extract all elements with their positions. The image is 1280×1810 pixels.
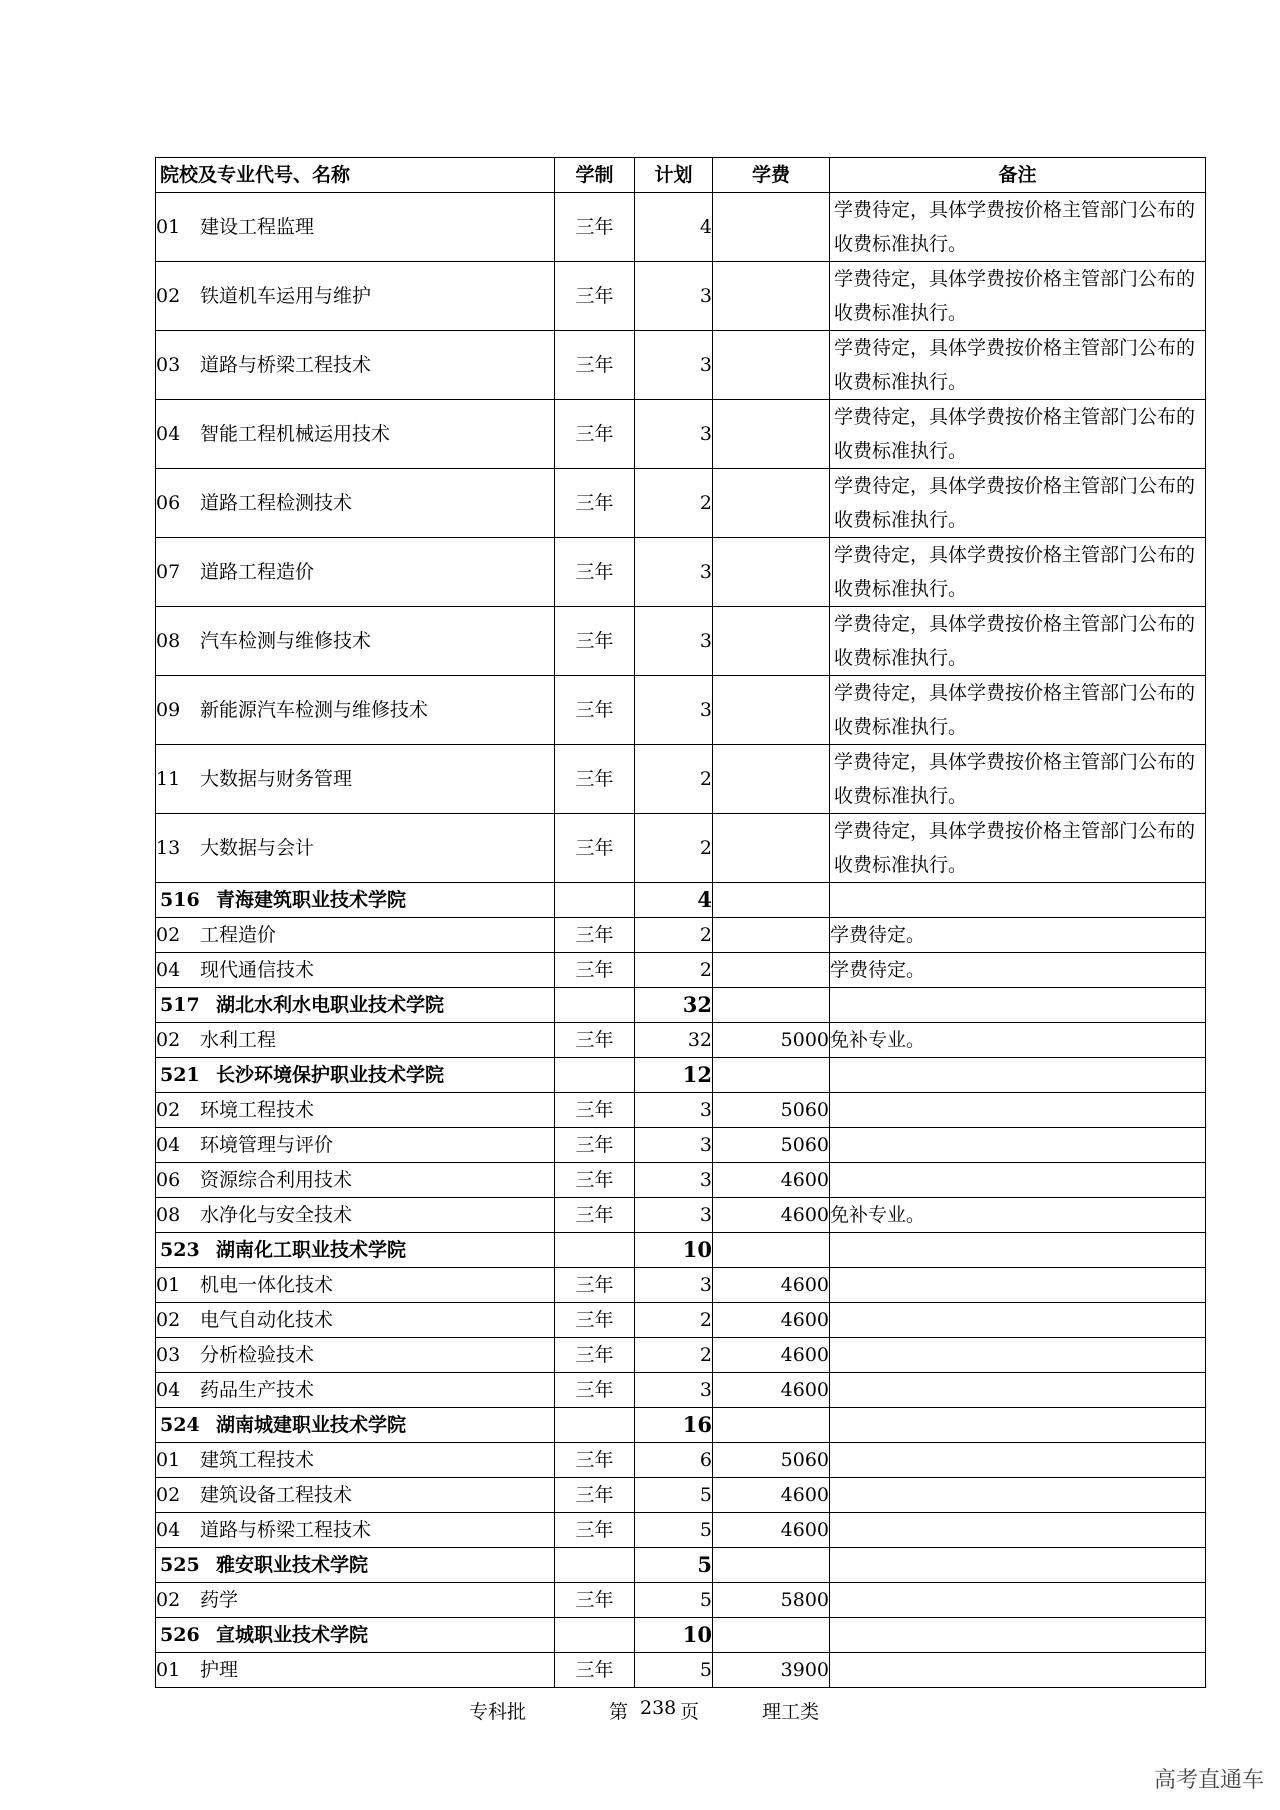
school-years-cell bbox=[555, 1408, 635, 1443]
header-years: 学制 bbox=[555, 158, 635, 193]
major-fee: 4600 bbox=[713, 1198, 830, 1233]
major-cell bbox=[156, 1198, 555, 1233]
major-years: 三年 bbox=[555, 469, 635, 538]
major-name: 水净化与安全技术 bbox=[200, 1203, 353, 1226]
major-cell bbox=[156, 262, 555, 331]
major-row bbox=[156, 469, 1206, 538]
major-code: 03 bbox=[156, 353, 181, 376]
major-cell bbox=[156, 331, 555, 400]
school-name: 湖北水利水电职业技术学院 bbox=[216, 993, 445, 1016]
major-plan: 3 bbox=[635, 1128, 713, 1163]
major-name: 资源综合利用技术 bbox=[200, 1168, 353, 1191]
major-fee bbox=[713, 745, 830, 814]
major-note: 免补专业。 bbox=[830, 1198, 1206, 1233]
major-cell bbox=[156, 918, 555, 953]
major-row bbox=[156, 745, 1206, 814]
major-code: 02 bbox=[156, 1308, 181, 1331]
major-note: 学费待定，具体学费按价格主管部门公布的收费标准执行。 bbox=[830, 469, 1206, 538]
major-row bbox=[156, 193, 1206, 262]
school-fee-cell bbox=[713, 1233, 830, 1268]
major-fee: 5060 bbox=[713, 1443, 830, 1478]
school-cell bbox=[156, 988, 555, 1023]
major-fee: 4600 bbox=[713, 1478, 830, 1513]
major-row bbox=[156, 1303, 1206, 1338]
major-name: 新能源汽车检测与维修技术 bbox=[200, 698, 429, 721]
major-plan: 3 bbox=[635, 400, 713, 469]
major-code: 01 bbox=[156, 215, 181, 238]
major-years: 三年 bbox=[555, 676, 635, 745]
major-fee: 4600 bbox=[713, 1268, 830, 1303]
school-note-cell bbox=[830, 1058, 1206, 1093]
major-fee bbox=[713, 676, 830, 745]
school-row bbox=[156, 1618, 1206, 1653]
major-plan: 2 bbox=[635, 814, 713, 883]
school-fee-cell bbox=[713, 1548, 830, 1583]
school-cell bbox=[156, 1233, 555, 1268]
major-note bbox=[830, 1478, 1206, 1513]
major-name: 环境管理与评价 bbox=[200, 1133, 334, 1156]
major-code: 02 bbox=[156, 1588, 181, 1611]
major-plan: 3 bbox=[635, 331, 713, 400]
major-note bbox=[830, 1303, 1206, 1338]
major-cell bbox=[156, 676, 555, 745]
school-note-cell bbox=[830, 1548, 1206, 1583]
school-row bbox=[156, 883, 1206, 918]
school-plan: 10 bbox=[635, 1618, 713, 1653]
major-note: 学费待定，具体学费按价格主管部门公布的收费标准执行。 bbox=[830, 538, 1206, 607]
major-plan: 6 bbox=[635, 1443, 713, 1478]
major-cell bbox=[156, 745, 555, 814]
major-cell bbox=[156, 193, 555, 262]
major-row bbox=[156, 1198, 1206, 1233]
header-fee: 学费 bbox=[713, 158, 830, 193]
major-plan: 3 bbox=[635, 1268, 713, 1303]
major-name: 道路与桥梁工程技术 bbox=[200, 353, 372, 376]
major-years: 三年 bbox=[555, 1128, 635, 1163]
major-row bbox=[156, 1583, 1206, 1618]
major-code: 08 bbox=[156, 1203, 181, 1226]
school-plan: 4 bbox=[635, 883, 713, 918]
major-plan: 2 bbox=[635, 469, 713, 538]
major-name: 汽车检测与维修技术 bbox=[200, 629, 372, 652]
major-row bbox=[156, 1163, 1206, 1198]
major-note: 学费待定，具体学费按价格主管部门公布的收费标准执行。 bbox=[830, 676, 1206, 745]
major-name: 建筑工程技术 bbox=[200, 1448, 315, 1471]
school-code: 517 bbox=[160, 993, 200, 1016]
major-note: 学费待定。 bbox=[830, 918, 1206, 953]
major-years: 三年 bbox=[555, 953, 635, 988]
major-cell bbox=[156, 1093, 555, 1128]
school-years-cell bbox=[555, 1233, 635, 1268]
major-name: 现代通信技术 bbox=[200, 958, 315, 981]
major-cell bbox=[156, 1268, 555, 1303]
major-code: 04 bbox=[156, 422, 181, 445]
school-cell bbox=[156, 1618, 555, 1653]
major-code: 04 bbox=[156, 1518, 181, 1541]
major-fee: 4600 bbox=[713, 1303, 830, 1338]
school-fee-cell bbox=[713, 1618, 830, 1653]
school-row bbox=[156, 1548, 1206, 1583]
major-cell bbox=[156, 1128, 555, 1163]
major-row bbox=[156, 918, 1206, 953]
major-name: 药学 bbox=[200, 1588, 239, 1611]
major-note bbox=[830, 1128, 1206, 1163]
school-row bbox=[156, 1058, 1206, 1093]
school-row bbox=[156, 1408, 1206, 1443]
major-cell bbox=[156, 469, 555, 538]
major-row bbox=[156, 953, 1206, 988]
major-plan: 3 bbox=[635, 676, 713, 745]
footer-category: 理工类 bbox=[762, 1701, 820, 1723]
footer-page-suffix: 页 bbox=[680, 1701, 700, 1723]
major-row bbox=[156, 1443, 1206, 1478]
school-name: 湖南化工职业技术学院 bbox=[216, 1238, 407, 1261]
major-cell bbox=[156, 1338, 555, 1373]
major-code: 04 bbox=[156, 1378, 181, 1401]
major-cell bbox=[156, 1443, 555, 1478]
major-years: 三年 bbox=[555, 1338, 635, 1373]
major-row bbox=[156, 538, 1206, 607]
major-row bbox=[156, 1373, 1206, 1408]
footer-page-prefix: 第 bbox=[609, 1701, 629, 1723]
major-note bbox=[830, 1373, 1206, 1408]
major-fee bbox=[713, 331, 830, 400]
major-note bbox=[830, 1163, 1206, 1198]
major-fee bbox=[713, 814, 830, 883]
major-years: 三年 bbox=[555, 1443, 635, 1478]
major-code: 02 bbox=[156, 284, 181, 307]
major-cell bbox=[156, 1583, 555, 1618]
school-note-cell bbox=[830, 1618, 1206, 1653]
major-cell bbox=[156, 814, 555, 883]
school-plan: 10 bbox=[635, 1233, 713, 1268]
major-fee: 4600 bbox=[713, 1163, 830, 1198]
major-code: 06 bbox=[156, 1168, 181, 1191]
major-code: 02 bbox=[156, 1098, 181, 1121]
major-cell bbox=[156, 953, 555, 988]
major-plan: 3 bbox=[635, 607, 713, 676]
major-note bbox=[830, 1268, 1206, 1303]
major-fee bbox=[713, 918, 830, 953]
major-plan: 5 bbox=[635, 1478, 713, 1513]
school-code: 523 bbox=[160, 1238, 200, 1261]
major-row bbox=[156, 814, 1206, 883]
header-plan: 计划 bbox=[635, 158, 713, 193]
major-years: 三年 bbox=[555, 1268, 635, 1303]
major-row bbox=[156, 1023, 1206, 1058]
major-row bbox=[156, 1128, 1206, 1163]
school-years-cell bbox=[555, 883, 635, 918]
major-name: 铁道机车运用与维护 bbox=[200, 284, 372, 307]
major-code: 02 bbox=[156, 923, 181, 946]
major-cell bbox=[156, 1303, 555, 1338]
major-plan: 3 bbox=[635, 1163, 713, 1198]
major-name: 道路工程造价 bbox=[200, 560, 315, 583]
school-note-cell bbox=[830, 1233, 1206, 1268]
major-cell bbox=[156, 538, 555, 607]
major-years: 三年 bbox=[555, 193, 635, 262]
school-fee-cell bbox=[713, 883, 830, 918]
school-code: 525 bbox=[160, 1553, 200, 1576]
major-name: 大数据与会计 bbox=[200, 836, 315, 859]
major-cell bbox=[156, 607, 555, 676]
major-years: 三年 bbox=[555, 918, 635, 953]
school-cell bbox=[156, 883, 555, 918]
major-fee: 3900 bbox=[713, 1653, 830, 1688]
school-name: 长沙环境保护职业技术学院 bbox=[216, 1063, 445, 1086]
major-plan: 3 bbox=[635, 1093, 713, 1128]
major-years: 三年 bbox=[555, 1373, 635, 1408]
major-note: 学费待定，具体学费按价格主管部门公布的收费标准执行。 bbox=[830, 262, 1206, 331]
major-name: 大数据与财务管理 bbox=[200, 767, 353, 790]
major-years: 三年 bbox=[555, 538, 635, 607]
major-name: 环境工程技术 bbox=[200, 1098, 315, 1121]
school-plan: 32 bbox=[635, 988, 713, 1023]
major-name: 水利工程 bbox=[200, 1028, 277, 1051]
major-name: 分析检验技术 bbox=[200, 1343, 315, 1366]
school-note-cell bbox=[830, 883, 1206, 918]
school-note-cell bbox=[830, 1408, 1206, 1443]
major-name: 药品生产技术 bbox=[200, 1378, 315, 1401]
school-plan: 12 bbox=[635, 1058, 713, 1093]
major-name: 道路工程检测技术 bbox=[200, 491, 353, 514]
major-row bbox=[156, 1513, 1206, 1548]
school-fee-cell bbox=[713, 988, 830, 1023]
school-cell bbox=[156, 1058, 555, 1093]
major-cell bbox=[156, 1513, 555, 1548]
school-plan: 16 bbox=[635, 1408, 713, 1443]
major-note: 免补专业。 bbox=[830, 1023, 1206, 1058]
major-code: 13 bbox=[156, 836, 181, 859]
major-plan: 3 bbox=[635, 262, 713, 331]
major-plan: 3 bbox=[635, 1198, 713, 1233]
major-fee: 4600 bbox=[713, 1513, 830, 1548]
major-note bbox=[830, 1653, 1206, 1688]
school-code: 524 bbox=[160, 1413, 200, 1436]
major-code: 04 bbox=[156, 1133, 181, 1156]
major-note: 学费待定，具体学费按价格主管部门公布的收费标准执行。 bbox=[830, 331, 1206, 400]
school-code: 521 bbox=[160, 1063, 200, 1086]
school-name: 宣城职业技术学院 bbox=[216, 1623, 369, 1646]
major-note bbox=[830, 1443, 1206, 1478]
school-code: 516 bbox=[160, 888, 200, 911]
major-fee: 5060 bbox=[713, 1128, 830, 1163]
major-cell bbox=[156, 1373, 555, 1408]
major-fee: 4600 bbox=[713, 1338, 830, 1373]
major-name: 建设工程监理 bbox=[200, 215, 315, 238]
major-fee: 4600 bbox=[713, 1373, 830, 1408]
major-fee: 5000 bbox=[713, 1023, 830, 1058]
school-fee-cell bbox=[713, 1408, 830, 1443]
major-fee bbox=[713, 400, 830, 469]
major-years: 三年 bbox=[555, 814, 635, 883]
major-code: 06 bbox=[156, 491, 181, 514]
admission-plan-table bbox=[155, 157, 1206, 1688]
major-years: 三年 bbox=[555, 400, 635, 469]
major-note: 学费待定，具体学费按价格主管部门公布的收费标准执行。 bbox=[830, 745, 1206, 814]
table-body bbox=[156, 193, 1206, 1688]
school-years-cell bbox=[555, 1058, 635, 1093]
major-code: 09 bbox=[156, 698, 181, 721]
major-row bbox=[156, 1653, 1206, 1688]
major-code: 04 bbox=[156, 958, 181, 981]
major-note: 学费待定，具体学费按价格主管部门公布的收费标准执行。 bbox=[830, 814, 1206, 883]
major-row bbox=[156, 262, 1206, 331]
major-cell bbox=[156, 1653, 555, 1688]
major-fee bbox=[713, 262, 830, 331]
major-plan: 5 bbox=[635, 1513, 713, 1548]
major-plan: 2 bbox=[635, 745, 713, 814]
major-plan: 3 bbox=[635, 1373, 713, 1408]
major-code: 01 bbox=[156, 1273, 181, 1296]
major-years: 三年 bbox=[555, 1583, 635, 1618]
major-code: 03 bbox=[156, 1343, 181, 1366]
major-plan: 4 bbox=[635, 193, 713, 262]
school-name: 青海建筑职业技术学院 bbox=[216, 888, 407, 911]
major-note: 学费待定。 bbox=[830, 953, 1206, 988]
major-plan: 2 bbox=[635, 1338, 713, 1373]
major-plan: 5 bbox=[635, 1653, 713, 1688]
school-name: 湖南城建职业技术学院 bbox=[216, 1413, 407, 1436]
footer-page-number: 238 bbox=[640, 1697, 677, 1719]
major-plan: 5 bbox=[635, 1583, 713, 1618]
school-plan: 5 bbox=[635, 1548, 713, 1583]
major-fee bbox=[713, 469, 830, 538]
major-cell bbox=[156, 1478, 555, 1513]
major-plan: 32 bbox=[635, 1023, 713, 1058]
major-years: 三年 bbox=[555, 1093, 635, 1128]
major-years: 三年 bbox=[555, 1513, 635, 1548]
major-row bbox=[156, 1268, 1206, 1303]
major-row bbox=[156, 331, 1206, 400]
major-fee: 5060 bbox=[713, 1093, 830, 1128]
major-years: 三年 bbox=[555, 1198, 635, 1233]
major-name: 智能工程机械运用技术 bbox=[200, 422, 391, 445]
major-note: 学费待定，具体学费按价格主管部门公布的收费标准执行。 bbox=[830, 400, 1206, 469]
school-row bbox=[156, 1233, 1206, 1268]
major-years: 三年 bbox=[555, 1163, 635, 1198]
major-fee bbox=[713, 193, 830, 262]
major-name: 道路与桥梁工程技术 bbox=[200, 1518, 372, 1541]
footer-batch: 专科批 bbox=[469, 1701, 527, 1723]
table-header-row bbox=[156, 158, 1206, 193]
major-note bbox=[830, 1093, 1206, 1128]
major-fee: 5800 bbox=[713, 1583, 830, 1618]
major-row bbox=[156, 1093, 1206, 1128]
major-row bbox=[156, 676, 1206, 745]
major-note bbox=[830, 1338, 1206, 1373]
major-row bbox=[156, 400, 1206, 469]
major-note bbox=[830, 1513, 1206, 1548]
major-plan: 2 bbox=[635, 1303, 713, 1338]
school-years-cell bbox=[555, 1548, 635, 1583]
school-fee-cell bbox=[713, 1058, 830, 1093]
major-years: 三年 bbox=[555, 1303, 635, 1338]
major-fee bbox=[713, 953, 830, 988]
major-code: 02 bbox=[156, 1028, 181, 1051]
school-code: 526 bbox=[160, 1623, 200, 1646]
major-fee bbox=[713, 538, 830, 607]
major-code: 02 bbox=[156, 1483, 181, 1506]
major-years: 三年 bbox=[555, 745, 635, 814]
page-footer bbox=[0, 1697, 1280, 1727]
major-note: 学费待定，具体学费按价格主管部门公布的收费标准执行。 bbox=[830, 193, 1206, 262]
header-name: 院校及专业代号、名称 bbox=[156, 158, 555, 193]
major-name: 建筑设备工程技术 bbox=[200, 1483, 353, 1506]
major-code: 01 bbox=[156, 1658, 181, 1681]
major-name: 机电一体化技术 bbox=[200, 1273, 334, 1296]
school-name: 雅安职业技术学院 bbox=[216, 1553, 369, 1576]
major-fee bbox=[713, 607, 830, 676]
major-years: 三年 bbox=[555, 607, 635, 676]
school-years-cell bbox=[555, 1618, 635, 1653]
major-cell bbox=[156, 1023, 555, 1058]
major-name: 工程造价 bbox=[200, 923, 277, 946]
major-code: 07 bbox=[156, 560, 181, 583]
header-note: 备注 bbox=[830, 158, 1206, 193]
major-years: 三年 bbox=[555, 331, 635, 400]
major-cell bbox=[156, 1163, 555, 1198]
school-note-cell bbox=[830, 988, 1206, 1023]
major-code: 01 bbox=[156, 1448, 181, 1471]
major-years: 三年 bbox=[555, 1653, 635, 1688]
major-row bbox=[156, 1478, 1206, 1513]
school-years-cell bbox=[555, 988, 635, 1023]
major-row bbox=[156, 607, 1206, 676]
major-cell bbox=[156, 400, 555, 469]
major-name: 护理 bbox=[200, 1658, 239, 1681]
major-note bbox=[830, 1583, 1206, 1618]
major-years: 三年 bbox=[555, 1023, 635, 1058]
watermark-text: 高考直通车 bbox=[1153, 1768, 1264, 1793]
major-code: 08 bbox=[156, 629, 181, 652]
major-row bbox=[156, 1338, 1206, 1373]
school-cell bbox=[156, 1548, 555, 1583]
major-code: 11 bbox=[156, 767, 181, 790]
major-plan: 2 bbox=[635, 953, 713, 988]
major-years: 三年 bbox=[555, 1478, 635, 1513]
major-plan: 2 bbox=[635, 918, 713, 953]
school-cell bbox=[156, 1408, 555, 1443]
major-years: 三年 bbox=[555, 262, 635, 331]
major-note: 学费待定，具体学费按价格主管部门公布的收费标准执行。 bbox=[830, 607, 1206, 676]
major-plan: 3 bbox=[635, 538, 713, 607]
major-name: 电气自动化技术 bbox=[200, 1308, 334, 1331]
school-row bbox=[156, 988, 1206, 1023]
